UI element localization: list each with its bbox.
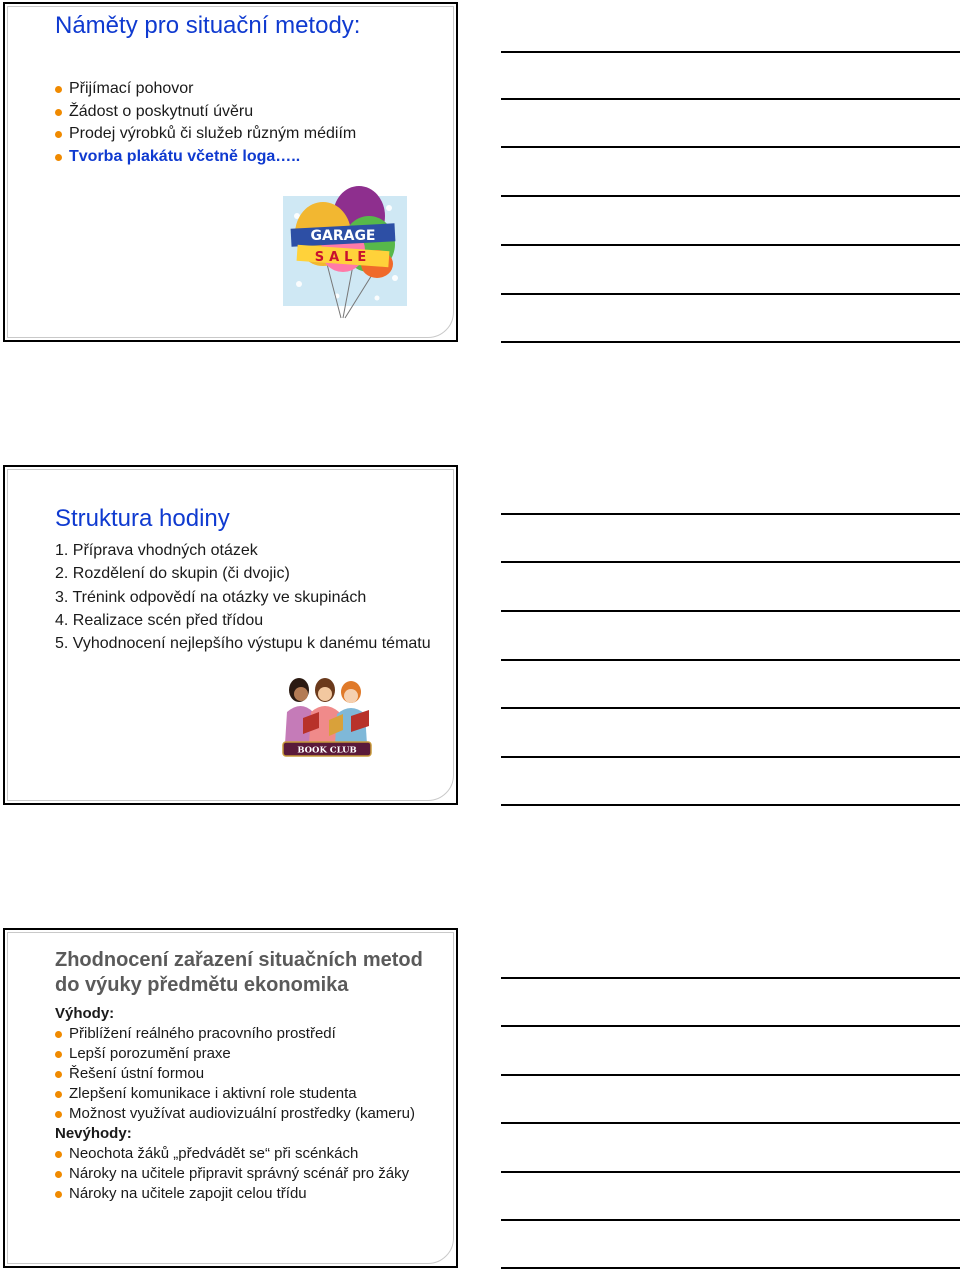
note-line [501, 1267, 960, 1269]
note-line [501, 146, 960, 148]
note-line [501, 1074, 960, 1076]
bullet-icon [55, 1091, 62, 1098]
cons-heading: Nevýhody: [55, 1125, 132, 1142]
list-item: Neochota žáků „předvádět se“ při scénkách [55, 1144, 409, 1164]
note-line [501, 98, 960, 100]
bullet-icon [55, 154, 62, 161]
slide-3-title [55, 948, 423, 998]
note-line [501, 1025, 960, 1027]
pros-heading: Výhody: [55, 1005, 115, 1022]
list-item: Prodej výrobků či služeb různým médiím [55, 123, 356, 146]
note-line [501, 51, 960, 53]
list-item: Tvorba plakátu včetně loga….. [55, 146, 356, 169]
book-club-sign: BOOK CLUB [297, 745, 357, 756]
slide-2-numbered-list [55, 539, 445, 654]
list-item: 5. Vyhodnocení nejlepšího výstupu k danému tématu [55, 635, 431, 653]
bullet-icon [55, 1111, 62, 1118]
slide-2-title: Struktura hodiny [55, 505, 230, 532]
note-line [501, 293, 960, 295]
list-item: Zlepšení komunikace i aktivní role studenta [55, 1084, 415, 1104]
book-club-clipart [275, 672, 379, 758]
bullet-icon [55, 131, 62, 138]
list-item: Přijímací pohovor [55, 78, 356, 101]
list-item: 1. Příprava vhodných otázek [55, 542, 258, 559]
bullet-icon [55, 86, 62, 93]
note-line [501, 195, 960, 197]
sale-word: SALE [314, 250, 372, 265]
note-line [501, 341, 960, 343]
slide-3-title-line-1: Zhodnocení zařazení situačních metod [55, 949, 423, 971]
list-item: Řešení ústní formou [55, 1064, 415, 1084]
note-line [501, 659, 960, 661]
slide-1-title: Náměty pro situační metody: [55, 12, 361, 39]
note-line [501, 244, 960, 246]
bullet-icon [55, 1191, 62, 1198]
note-line [501, 977, 960, 979]
list-item: 3. Trénink odpovědí na otázky ve skupinách [55, 588, 367, 606]
note-line [501, 804, 960, 806]
bullet-icon [55, 1151, 62, 1158]
bullet-icon [55, 1171, 62, 1178]
slide-3-title-line-2: do výuky předmětu ekonomika [55, 974, 349, 996]
note-line [501, 756, 960, 758]
list-item: Možnost využívat audiovizuální prostředky (kameru) [55, 1104, 415, 1124]
slide-2 [3, 465, 458, 805]
note-line [501, 1219, 960, 1221]
list-item: 2. Rozdělení do skupin (či dvojic) [55, 565, 290, 583]
list-item: Lepší porozumění praxe [55, 1044, 415, 1064]
pros-list [55, 1024, 415, 1124]
garage-sale-clipart [277, 186, 409, 322]
slide-3 [3, 928, 458, 1268]
note-line [501, 513, 960, 515]
slide-1-bullet-list [55, 78, 356, 169]
list-item: Žádost o poskytnutí úvěru [55, 101, 356, 124]
bullet-icon [55, 1051, 62, 1058]
bullet-icon [55, 109, 62, 116]
bullet-icon [55, 1071, 62, 1078]
list-item: 4. Realizace scén před třídou [55, 611, 264, 629]
note-line [501, 610, 960, 612]
list-item: Nároky na učitele zapojit celou třídu [55, 1184, 409, 1204]
cons-list [55, 1144, 409, 1204]
slide-1 [3, 2, 458, 342]
note-line [501, 1122, 960, 1124]
note-line [501, 1171, 960, 1173]
bullet-icon [55, 1031, 62, 1038]
list-item: Přiblížení reálného pracovního prostředí [55, 1024, 415, 1044]
note-line [501, 561, 960, 563]
note-line [501, 707, 960, 709]
list-item: Nároky na učitele připravit správný scénář pro žáky [55, 1164, 409, 1184]
garage-word: GARAGE [310, 228, 376, 244]
